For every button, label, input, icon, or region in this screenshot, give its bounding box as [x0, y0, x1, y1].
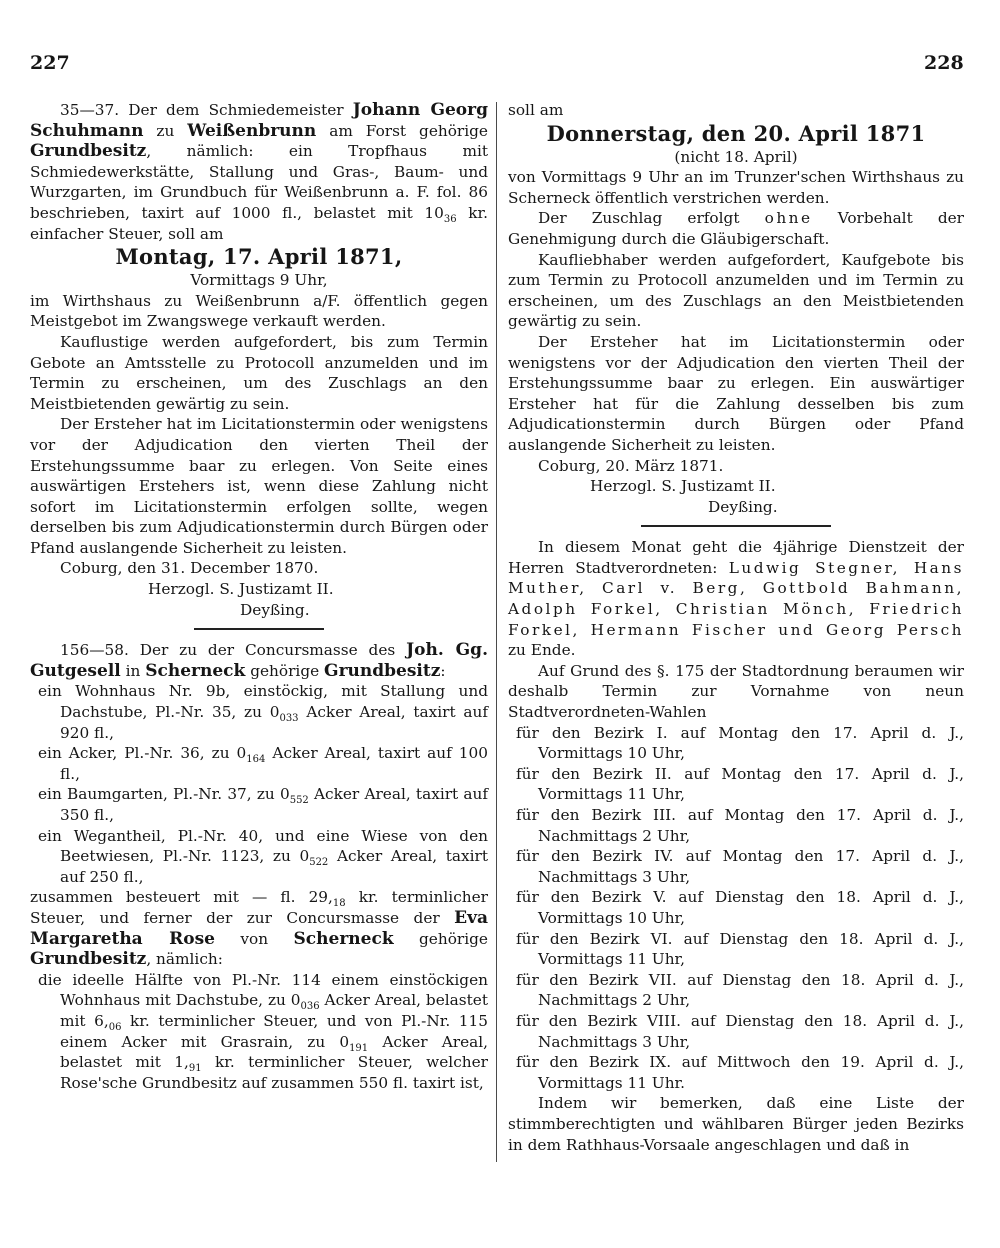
- property-item: [30, 970, 488, 1094]
- date-correction: (nicht 18. April): [674, 147, 798, 166]
- subscript: 06: [108, 1021, 122, 1033]
- page-number-right: 228: [924, 52, 964, 74]
- notice-text: von Vormittags 9 Uhr an im Trunzer'schen Wirthshaus zu Scherneck öffentlich verstrichen werden.: [508, 168, 964, 207]
- notice-text: zusammen besteuert mit — fl. 29,: [30, 888, 333, 907]
- notice-text: zu Ende.: [508, 641, 576, 660]
- item-text: Acker Areal, taxirt auf 100 fl.,: [60, 744, 488, 783]
- notice-paragraph: Kauflustige werden aufgefordert, bis zum Termin Gebote an Amtsstelle zu Protocoll anzumelden und im Termin zu erscheinen, um des Zuschlags an den Meistbietenden gewärtig zu sein.: [30, 332, 488, 413]
- notice-paragraph: Der Ersteher hat im Licitationstermin oder wenigstens vor der Adjudication den vierten Theil der Erstehungssumme baar zu erlegen. Von Seite eines auswärtigen Erstehers ist, wenn diese Zahlung nicht sofort im Licitationstermin erfolgen sollte, wegen derselben bis zum Adjudicationstermin durch Bürgen oder Pfand auslangende Sicherheit zu leisten.: [30, 415, 488, 557]
- notice-divider: [641, 525, 831, 527]
- left-column: [30, 100, 488, 1093]
- auction-notice-scherneck: [30, 640, 488, 1093]
- subscript: 522: [309, 857, 329, 869]
- notice-text: soll am: [508, 101, 564, 119]
- election-date-item: für den Bezirk VII. auf Dienstag den 18. April d. J., Nachmittags 2 Uhr,: [516, 970, 964, 1010]
- auction-notice-weissenbrunn: [30, 100, 488, 620]
- subscript: 033: [279, 713, 299, 725]
- subscript: 36: [443, 214, 457, 226]
- item-text: die ideelle Hälfte von Pl.-Nr. 114 einem einstöckigen Wohnhaus mit Dachstube, zu 0: [38, 970, 488, 1010]
- notice-text: kr. terminlicher Steuer, und ferner der zur Concursmasse der: [30, 888, 488, 927]
- item-text: ein Wohnhaus Nr. 9b, einstöckig, mit Stallung und Dachstube, Pl.-Nr. 35, zu 0: [38, 682, 488, 722]
- notice-text: In diesem Monat geht die 4jährige Dienstzeit der Herren Stadtverordneten:: [508, 538, 964, 577]
- place-name: Scherneck: [293, 928, 394, 949]
- notice-paragraph: Indem wir bemerken, daß eine Liste der stimmberechtigten und wählbaren Bürger jeden Bezirks in dem Rathhaus-Vorsaale angeschlagen und daß in: [508, 1094, 964, 1154]
- subscript: 552: [289, 795, 309, 807]
- notice-body: [30, 640, 488, 681]
- court-name: Herzogl. S. Justizamt II.: [590, 477, 776, 496]
- notice-paragraph: Auf Grund des §. 175 der Stadtordnung beraumen wir deshalb Termin zur Vornahme von neun Stadtverordneten-Wahlen: [508, 661, 964, 722]
- subscript: 191: [349, 1042, 369, 1054]
- emphasis: ohne: [764, 209, 813, 228]
- notice-text: in: [125, 661, 141, 680]
- notice-text: Vorbehalt der Genehmigung durch die Gläubigerschaft.: [508, 209, 964, 248]
- election-date-item: für den Bezirk V. auf Dienstag den 18. April d. J., Vormittags 10 Uhr,: [516, 888, 964, 927]
- notice-text: Der dem Schmiedemeister: [128, 101, 344, 119]
- notice-text: , nämlich:: [146, 950, 223, 969]
- signer: Deyßing.: [708, 497, 778, 516]
- property-heading: Grundbesitz: [30, 949, 147, 970]
- item-text: Acker Areal, belastet mit 1,: [60, 1032, 488, 1072]
- councillor-names: Ludwig Stegner, Hans Muther, Carl v. Berg, Gottbold Bahmann, Adolph Forkel, Christian Mönch, Friedrich Forkel, Hermann Fischer und Georg Persch: [508, 558, 964, 639]
- election-notice: [508, 537, 964, 1155]
- election-date-item: für den Bezirk III. auf Montag den 17. April d. J., Nachmittags 2 Uhr,: [516, 806, 964, 845]
- owner-name: Joh. Gg. Gutgesell: [30, 640, 488, 681]
- notice-text: von: [240, 929, 269, 948]
- place-date: Coburg, 20. März 1871.: [538, 456, 724, 475]
- notice-paragraph: Kaufliebhaber werden aufgefordert, Kaufgebote bis zum Termin zu Protocoll anzumelden und im Termin zu erscheinen, um des Zuschlags an den Meistbietenden gewärtig zu sein.: [508, 250, 964, 331]
- notice-text: am Forst gehörige: [329, 121, 488, 140]
- owner-name: Eva Margaretha Rose: [30, 907, 488, 949]
- place-date: Coburg, den 31. December 1870.: [60, 559, 319, 578]
- notice-text: zu: [156, 121, 175, 140]
- place-name: Scherneck: [145, 660, 246, 681]
- notice-text: :: [440, 661, 446, 680]
- auction-notice-scherneck-continued: [508, 100, 964, 517]
- notice-text: im Wirthshaus zu Weißenbrunn a/F. öffentlich gegen Meistgebot im Zwangswege verkauft werden.: [30, 291, 488, 331]
- notice-divider: [194, 628, 324, 630]
- item-text: ein Acker, Pl.-Nr. 36, zu 0: [38, 744, 247, 763]
- notice-paragraph: [508, 537, 964, 661]
- item-text: ein Wegantheil, Pl.-Nr. 40, und eine Wiese von den Beetwiesen, Pl.-Nr. 1123, zu 0: [38, 826, 488, 866]
- subscript: 164: [246, 754, 266, 766]
- subscript: 036: [300, 1001, 320, 1013]
- page-number-left: 227: [30, 52, 70, 74]
- property-heading: Grundbesitz: [30, 141, 147, 162]
- property-item: [30, 743, 488, 784]
- election-date-item: für den Bezirk II. auf Montag den 17. April d. J., Vormittags 11 Uhr,: [516, 764, 964, 804]
- item-text: kr. terminlicher Steuer, welcher Rose'sche Grundbesitz auf zusammen 550 fl. taxirt ist,: [60, 1053, 488, 1092]
- owner-name: Johann Georg Schuhmann: [30, 100, 488, 141]
- auction-date: Montag, 17. April 1871,: [115, 244, 403, 270]
- item-text: kr. terminlicher Steuer, und von Pl.-Nr. 115 einem Acker mit Grasrain, zu 0: [60, 1011, 488, 1051]
- auction-time: Vormittags 9 Uhr,: [190, 271, 328, 290]
- subscript: 18: [332, 898, 346, 910]
- property-item: [30, 681, 488, 743]
- election-date-item: für den Bezirk IX. auf Mittwoch den 19. April d. J., Vormittags 11 Uhr.: [516, 1053, 964, 1092]
- notice-text: Der Zuschlag erfolgt: [538, 209, 740, 228]
- notice-body: [30, 887, 488, 969]
- item-text: Acker Areal, taxirt auf 920 fl.,: [60, 703, 488, 742]
- right-column: [508, 100, 964, 1155]
- column-divider: [496, 102, 497, 1162]
- notice-text: gehörige: [250, 661, 320, 680]
- notice-text: kr. einfacher Steuer, soll am: [30, 203, 488, 243]
- notice-number: 35—37.: [60, 101, 120, 119]
- election-date-item: für den Bezirk I. auf Montag den 17. April d. J., Vormittags 10 Uhr,: [516, 723, 964, 763]
- election-date-item: für den Bezirk VI. auf Dienstag den 18. April d. J., Vormittags 11 Uhr,: [516, 929, 964, 969]
- auction-date: Donnerstag, den 20. April 1871: [546, 120, 926, 146]
- item-text: Acker Areal, taxirt auf 350 fl.,: [60, 785, 488, 824]
- property-item: [30, 784, 488, 825]
- subscript: 91: [188, 1063, 202, 1075]
- place-name: Weißenbrunn: [187, 120, 317, 141]
- election-date-item: für den Bezirk VIII. auf Dienstag den 18. April d. J., Nachmittags 3 Uhr,: [516, 1011, 964, 1051]
- notice-paragraph: [508, 208, 964, 249]
- item-text: Acker Areal, taxirt auf 250 fl.,: [60, 847, 488, 886]
- notice-paragraph: Der Ersteher hat im Licitationstermin oder wenigstens vor der Adjudication den vierten Theil der Erstehungssumme baar zu erlegen. Ein auswärtiger Ersteher hat für die Zahlung desselben bis zum Adjudicationstermin durch Bürgen oder Pfand auslangende Sicherheit zu leisten.: [508, 332, 964, 454]
- property-heading: Grundbesitz: [324, 660, 441, 681]
- notice-text: Der zu der Concursmasse des: [139, 641, 396, 660]
- notice-text: , nämlich: ein Tropfhaus mit Schmiedewerkstätte, Stallung und Gras-, Baum- und Wurzgarten, im Grundbuch für Weißenbrunn a. F. fol. 86 beschrieben, taxirt auf 1000 fl., belastet mit 10: [30, 142, 488, 222]
- election-date-item: für den Bezirk IV. auf Montag den 17. April d. J., Nachmittags 3 Uhr,: [516, 847, 964, 886]
- notice-number: 156—58.: [60, 641, 129, 660]
- notice-text: gehörige: [419, 929, 488, 948]
- court-name: Herzogl. S. Justizamt II.: [148, 580, 334, 599]
- item-text: Acker Areal, belastet mit 6,: [60, 991, 488, 1030]
- item-text: ein Baumgarten, Pl.-Nr. 37, zu 0: [38, 785, 290, 804]
- signer: Deyßing.: [240, 600, 310, 619]
- property-item: [30, 826, 488, 888]
- notice-body: [30, 100, 488, 244]
